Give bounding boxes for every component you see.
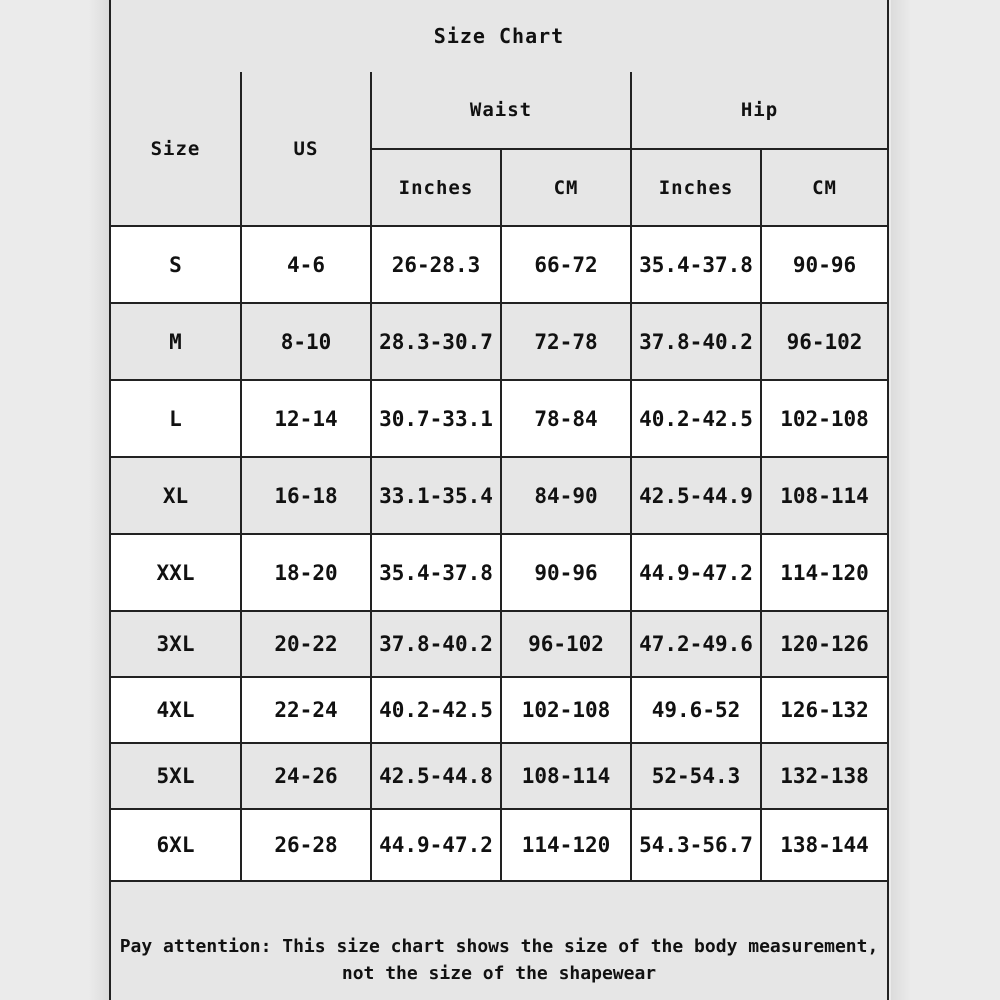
cell-waist-inches: 30.7-33.1 <box>371 380 501 457</box>
page-shadow-left <box>89 0 109 1000</box>
cell-us: 24-26 <box>241 743 371 809</box>
cell-us: 16-18 <box>241 457 371 534</box>
cell-waist-cm: 96-102 <box>501 611 631 677</box>
cell-hip-cm: 102-108 <box>761 380 887 457</box>
table-row <box>111 226 887 303</box>
cell-waist-inches: 42.5-44.8 <box>371 743 501 809</box>
cell-hip-inches: 42.5-44.9 <box>631 457 761 534</box>
cell-waist-cm: 78-84 <box>501 380 631 457</box>
table-row <box>111 303 887 380</box>
header-size: Size <box>111 72 241 226</box>
cell-waist-inches: 37.8-40.2 <box>371 611 501 677</box>
header-hip-inches: Inches <box>631 149 761 226</box>
cell-waist-inches: 35.4-37.8 <box>371 534 501 611</box>
cell-hip-cm: 90-96 <box>761 226 887 303</box>
table-row <box>111 809 887 881</box>
header-waist: Waist <box>371 72 631 149</box>
cell-waist-cm: 114-120 <box>501 809 631 881</box>
cell-us: 26-28 <box>241 809 371 881</box>
header-hip-cm: CM <box>761 149 887 226</box>
cell-size: 5XL <box>111 743 241 809</box>
cell-hip-cm: 138-144 <box>761 809 887 881</box>
cell-size: XL <box>111 457 241 534</box>
cell-waist-cm: 102-108 <box>501 677 631 743</box>
cell-us: 12-14 <box>241 380 371 457</box>
cell-hip-inches: 47.2-49.6 <box>631 611 761 677</box>
size-chart-sheet <box>109 0 889 1000</box>
cell-size: 4XL <box>111 677 241 743</box>
cell-waist-cm: 66-72 <box>501 226 631 303</box>
cell-us: 18-20 <box>241 534 371 611</box>
cell-size: M <box>111 303 241 380</box>
table-row <box>111 677 887 743</box>
header-waist-inches: Inches <box>371 149 501 226</box>
cell-hip-inches: 54.3-56.7 <box>631 809 761 881</box>
cell-hip-cm: 126-132 <box>761 677 887 743</box>
cell-size: 3XL <box>111 611 241 677</box>
chart-title: Size Chart <box>111 0 887 74</box>
cell-hip-cm: 120-126 <box>761 611 887 677</box>
attention-note: Pay attention: This size chart shows the size of the body measurement, not the size of the shapewear <box>111 880 887 1000</box>
header-waist-cm: CM <box>501 149 631 226</box>
table-row <box>111 380 887 457</box>
cell-hip-inches: 44.9-47.2 <box>631 534 761 611</box>
cell-hip-inches: 37.8-40.2 <box>631 303 761 380</box>
cell-size: L <box>111 380 241 457</box>
cell-hip-cm: 96-102 <box>761 303 887 380</box>
cell-us: 22-24 <box>241 677 371 743</box>
table-row <box>111 534 887 611</box>
cell-waist-cm: 84-90 <box>501 457 631 534</box>
cell-size: 6XL <box>111 809 241 881</box>
cell-hip-inches: 52-54.3 <box>631 743 761 809</box>
cell-us: 20-22 <box>241 611 371 677</box>
cell-waist-cm: 90-96 <box>501 534 631 611</box>
page-shadow-right <box>891 0 911 1000</box>
cell-waist-inches: 40.2-42.5 <box>371 677 501 743</box>
cell-waist-cm: 72-78 <box>501 303 631 380</box>
table-row <box>111 457 887 534</box>
cell-size: S <box>111 226 241 303</box>
cell-hip-cm: 114-120 <box>761 534 887 611</box>
cell-waist-inches: 44.9-47.2 <box>371 809 501 881</box>
cell-hip-inches: 40.2-42.5 <box>631 380 761 457</box>
cell-waist-inches: 26-28.3 <box>371 226 501 303</box>
cell-us: 8-10 <box>241 303 371 380</box>
cell-hip-cm: 132-138 <box>761 743 887 809</box>
size-table <box>111 72 887 882</box>
cell-hip-cm: 108-114 <box>761 457 887 534</box>
header-row-top <box>111 72 887 149</box>
table-row <box>111 611 887 677</box>
cell-waist-cm: 108-114 <box>501 743 631 809</box>
cell-us: 4-6 <box>241 226 371 303</box>
header-us: US <box>241 72 371 226</box>
cell-size: XXL <box>111 534 241 611</box>
cell-hip-inches: 49.6-52 <box>631 677 761 743</box>
header-hip: Hip <box>631 72 887 149</box>
cell-waist-inches: 33.1-35.4 <box>371 457 501 534</box>
table-row <box>111 743 887 809</box>
cell-waist-inches: 28.3-30.7 <box>371 303 501 380</box>
cell-hip-inches: 35.4-37.8 <box>631 226 761 303</box>
